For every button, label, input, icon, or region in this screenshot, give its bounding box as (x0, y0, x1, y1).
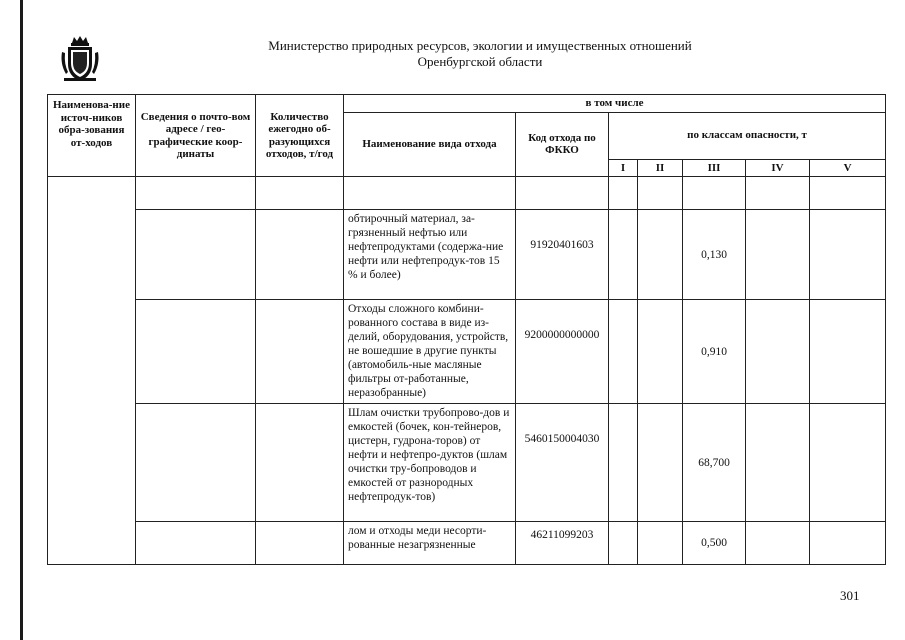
waste-name-cell: обтирочный материал, за-грязненный нефтью или нефтепродуктами (содержа-ние нефти или нефтепродук-тов 15 % и более) (344, 210, 516, 300)
source-name-cell (48, 177, 136, 565)
class-3-value: 0,130 (683, 210, 746, 300)
waste-code-cell: 5460150004030 (516, 404, 609, 522)
header-class-3: III (683, 159, 746, 177)
class-3-value: 0,910 (683, 300, 746, 404)
document-header (140, 38, 820, 70)
table-row (48, 404, 886, 522)
header-class-2: II (638, 159, 683, 177)
header-including: в том числе (344, 95, 886, 113)
table-row (48, 210, 886, 300)
waste-table (47, 94, 886, 565)
class-3-value: 68,700 (683, 404, 746, 522)
region-name: Оренбургской области (417, 54, 543, 69)
header-quantity: Количество ежегодно об-разующихся отходов, т/год (256, 95, 344, 177)
page-binding-edge (20, 0, 23, 640)
waste-code-cell: 9200000000000 (516, 300, 609, 404)
waste-name-cell: лом и отходы меди несорти-рованные незагрязненные (344, 522, 516, 565)
table-row-empty (48, 177, 886, 210)
waste-code-cell: 91920401603 (516, 210, 609, 300)
ministry-name: Министерство природных ресурсов, экологии и имущественных отношений (268, 38, 692, 53)
header-class-5: V (810, 159, 886, 177)
class-3-value: 0,500 (683, 522, 746, 565)
header-waste-name: Наименование вида отхода (344, 112, 516, 177)
waste-code-cell: 46211099203 (516, 522, 609, 565)
header-address: Сведения о почто-вом адресе / гео-графические коор-динаты (136, 95, 256, 177)
header-class-1: I (609, 159, 638, 177)
header-class-4: IV (746, 159, 810, 177)
table-row (48, 522, 886, 565)
page-number: 301 (840, 588, 860, 603)
coat-of-arms-icon (58, 34, 102, 84)
header-source-name: Наименова-ние источ-ников обра-зования от-ходов (48, 95, 136, 177)
header-code: Код отхода по ФККО (516, 112, 609, 177)
waste-name-cell: Шлам очистки трубопрово-дов и емкостей (бочек, кон-тейнеров, цистерн, гудрона-торов) от нефти и нефтепро-дуктов (шлам очистки тру-бопроводов и емкостей от разнородных нефтепродук-тов) (344, 404, 516, 522)
waste-name-cell: Отходы сложного комбини-рованного состава в виде из-делий, оборудования, устройств, не вошедшие в другие пункты (автомобиль-ные масляные фильтры от-работанные, неразобранные) (344, 300, 516, 404)
table-row (48, 300, 886, 404)
header-hazard-classes: по классам опасности, т (609, 112, 886, 159)
